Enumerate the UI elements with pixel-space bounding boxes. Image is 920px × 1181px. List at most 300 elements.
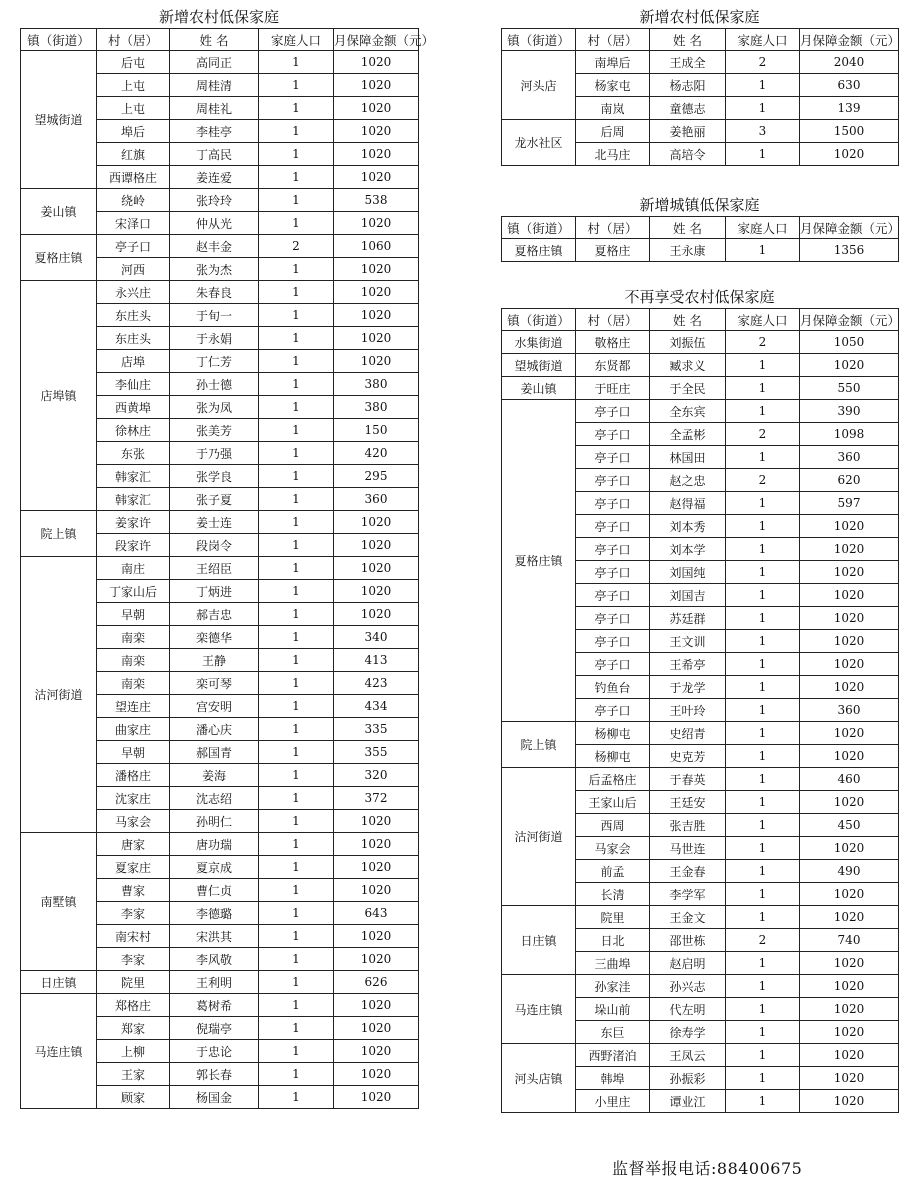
town-cell: 姜山镇 [502,377,576,400]
household-size-cell: 2 [259,235,334,258]
table-row [502,722,899,745]
monthly-amount-cell: 1020 [800,998,899,1021]
household-size-cell: 1 [726,584,800,607]
hotline-footer: 监督举报电话:88400675 [612,1159,803,1178]
new-rural-table-right [501,28,899,166]
header-village: 村（居） [576,29,650,51]
village-cell: 绕岭 [97,189,170,212]
monthly-amount-cell: 139 [800,97,899,120]
household-size-cell: 1 [726,998,800,1021]
monthly-amount-cell: 620 [800,469,899,492]
header-household-size: 家庭人口 [259,29,334,51]
name-cell: 于永娟 [170,327,259,350]
monthly-amount-cell: 340 [334,626,419,649]
name-cell: 苏廷群 [650,607,726,630]
monthly-amount-cell: 1020 [334,74,419,97]
village-cell: 三曲埠 [576,952,650,975]
village-cell: 院里 [97,971,170,994]
header-town: 镇（街道） [21,29,97,51]
name-cell: 刘国纯 [650,561,726,584]
name-cell: 王金文 [650,906,726,929]
name-cell: 马世连 [650,837,726,860]
name-cell: 郝吉忠 [170,603,259,626]
village-cell: 徐林庄 [97,419,170,442]
village-cell: 垛山前 [576,998,650,1021]
table-row [21,189,419,212]
town-cell: 南墅镇 [21,833,97,971]
household-size-cell: 1 [726,699,800,722]
household-size-cell: 1 [259,51,334,74]
monthly-amount-cell: 434 [334,695,419,718]
monthly-amount-cell: 1020 [800,745,899,768]
monthly-amount-cell: 380 [334,396,419,419]
monthly-amount-cell: 1020 [334,258,419,281]
monthly-amount-cell: 1020 [334,557,419,580]
monthly-amount-cell: 1020 [334,97,419,120]
monthly-amount-cell: 1020 [334,856,419,879]
village-cell: 南栾 [97,626,170,649]
household-size-cell: 1 [726,975,800,998]
household-size-cell: 3 [726,120,800,143]
name-cell: 张为杰 [170,258,259,281]
town-cell: 夏格庄镇 [502,239,576,262]
town-cell: 日庄镇 [502,906,576,975]
name-cell: 栾可琴 [170,672,259,695]
name-cell: 于龙学 [650,676,726,699]
monthly-amount-cell: 150 [334,419,419,442]
village-cell: 潘格庄 [97,764,170,787]
village-cell: 红旗 [97,143,170,166]
household-size-cell: 1 [259,994,334,1017]
village-cell: 上屯 [97,97,170,120]
household-size-cell: 1 [259,741,334,764]
name-cell: 郭长春 [170,1063,259,1086]
household-size-cell: 1 [259,672,334,695]
village-cell: 亭子口 [576,561,650,584]
header-village: 村（居） [576,217,650,239]
village-cell: 郑家 [97,1017,170,1040]
header-town: 镇（街道） [502,309,576,331]
town-cell: 望城街道 [21,51,97,189]
table-row [502,354,899,377]
household-size-cell: 1 [259,580,334,603]
household-size-cell: 1 [726,676,800,699]
household-size-cell: 1 [726,74,800,97]
name-cell: 于忠论 [170,1040,259,1063]
village-cell: 河西 [97,258,170,281]
monthly-amount-cell: 538 [334,189,419,212]
header-monthly-amount: 月保障金额（元） [800,29,899,51]
header-village: 村（居） [576,309,650,331]
name-cell: 张吉胜 [650,814,726,837]
name-cell: 王凤云 [650,1044,726,1067]
village-cell: 小里庄 [576,1090,650,1113]
village-cell: 丁家山后 [97,580,170,603]
monthly-amount-cell: 1020 [800,1090,899,1113]
monthly-amount-cell: 460 [800,768,899,791]
monthly-amount-cell: 1020 [334,304,419,327]
household-size-cell: 1 [726,1021,800,1044]
village-cell: 西野渚泊 [576,1044,650,1067]
header-monthly-amount: 月保障金额（元） [800,309,899,331]
household-size-cell: 1 [259,902,334,925]
village-cell: 早朝 [97,603,170,626]
name-cell: 张为凤 [170,396,259,419]
town-cell: 院上镇 [21,511,97,557]
monthly-amount-cell: 1020 [334,948,419,971]
monthly-amount-cell: 1020 [334,166,419,189]
household-size-cell: 1 [259,718,334,741]
village-cell: 马家会 [97,810,170,833]
name-cell: 姜海 [170,764,259,787]
household-size-cell: 1 [259,74,334,97]
village-cell: 后屯 [97,51,170,74]
name-cell: 李德璐 [170,902,259,925]
header-row [21,29,419,51]
name-cell: 王希亭 [650,653,726,676]
village-cell: 西黄埠 [97,396,170,419]
monthly-amount-cell: 1500 [800,120,899,143]
table-row [502,906,899,929]
name-cell: 潘心庆 [170,718,259,741]
monthly-amount-cell: 320 [334,764,419,787]
village-cell: 韩埠 [576,1067,650,1090]
town-cell: 望城街道 [502,354,576,377]
name-cell: 于春英 [650,768,726,791]
village-cell: 埠后 [97,120,170,143]
monthly-amount-cell: 740 [800,929,899,952]
monthly-amount-cell: 413 [334,649,419,672]
village-cell: 韩家汇 [97,465,170,488]
name-cell: 于全民 [650,377,726,400]
monthly-amount-cell: 1020 [334,1040,419,1063]
monthly-amount-cell: 630 [800,74,899,97]
table-row [502,400,899,423]
monthly-amount-cell: 360 [800,699,899,722]
name-cell: 张学良 [170,465,259,488]
village-cell: 夏家庄 [97,856,170,879]
household-size-cell: 1 [259,925,334,948]
monthly-amount-cell: 626 [334,971,419,994]
village-cell: 永兴庄 [97,281,170,304]
header-name: 姓 名 [170,29,259,51]
name-cell: 赵启明 [650,952,726,975]
household-size-cell: 1 [259,511,334,534]
name-cell: 代左明 [650,998,726,1021]
village-cell: 王家 [97,1063,170,1086]
monthly-amount-cell: 1020 [334,51,419,74]
village-cell: 于旺庄 [576,377,650,400]
village-cell: 唐家 [97,833,170,856]
monthly-amount-cell: 550 [800,377,899,400]
table-row [502,331,899,354]
monthly-amount-cell: 1020 [334,143,419,166]
name-cell: 丁仁芳 [170,350,259,373]
household-size-cell: 1 [259,304,334,327]
town-cell: 河头店镇 [502,1044,576,1113]
village-cell: 亭子口 [576,469,650,492]
monthly-amount-cell: 372 [334,787,419,810]
household-size-cell: 1 [726,377,800,400]
monthly-amount-cell: 597 [800,492,899,515]
monthly-amount-cell: 1020 [800,584,899,607]
header-name: 姓 名 [650,29,726,51]
village-cell: 长清 [576,883,650,906]
name-cell: 王永康 [650,239,726,262]
table-row [502,768,899,791]
household-size-cell: 1 [726,515,800,538]
monthly-amount-cell: 1020 [334,1017,419,1040]
table-row [502,1044,899,1067]
village-cell: 敬格庄 [576,331,650,354]
household-size-cell: 1 [726,952,800,975]
name-cell: 杨国金 [170,1086,259,1109]
household-size-cell: 1 [259,327,334,350]
town-cell: 店埠镇 [21,281,97,511]
monthly-amount-cell: 423 [334,672,419,695]
name-cell: 孙士德 [170,373,259,396]
monthly-amount-cell: 1020 [334,1063,419,1086]
name-cell: 曹仁贞 [170,879,259,902]
village-cell: 前孟 [576,860,650,883]
name-cell: 谭业江 [650,1090,726,1113]
monthly-amount-cell: 1020 [800,791,899,814]
monthly-amount-cell: 1020 [800,354,899,377]
table-row [502,51,899,74]
monthly-amount-cell: 1020 [800,906,899,929]
monthly-amount-cell: 1020 [334,327,419,350]
household-size-cell: 1 [726,400,800,423]
village-cell: 南栾 [97,649,170,672]
new-urban-table [501,216,899,262]
name-cell: 王利明 [170,971,259,994]
village-cell: 亭子口 [576,630,650,653]
household-size-cell: 1 [726,837,800,860]
household-size-cell: 1 [259,97,334,120]
name-cell: 张美芳 [170,419,259,442]
household-size-cell: 1 [259,534,334,557]
household-size-cell: 1 [259,350,334,373]
village-cell: 亭子口 [576,653,650,676]
household-size-cell: 1 [259,971,334,994]
village-cell: 杨柳屯 [576,745,650,768]
household-size-cell: 1 [259,143,334,166]
village-cell: 李仙庄 [97,373,170,396]
household-size-cell: 1 [259,810,334,833]
name-cell: 刘本秀 [650,515,726,538]
monthly-amount-cell: 1020 [334,281,419,304]
name-cell: 张子夏 [170,488,259,511]
household-size-cell: 1 [259,695,334,718]
name-cell: 郝国青 [170,741,259,764]
name-cell: 赵之忠 [650,469,726,492]
monthly-amount-cell: 1356 [800,239,899,262]
village-cell: 夏格庄 [576,239,650,262]
table-row [21,971,419,994]
name-cell: 李桂亭 [170,120,259,143]
household-size-cell: 1 [726,446,800,469]
town-cell: 龙水社区 [502,120,576,166]
name-cell: 周桂礼 [170,97,259,120]
table-row [502,975,899,998]
household-size-cell: 1 [259,166,334,189]
name-cell: 丁炳进 [170,580,259,603]
name-cell: 全东宾 [650,400,726,423]
household-size-cell: 2 [726,51,800,74]
table-row [21,511,419,534]
header-town: 镇（街道） [502,217,576,239]
village-cell: 杨家屯 [576,74,650,97]
town-cell: 水集街道 [502,331,576,354]
monthly-amount-cell: 1020 [334,603,419,626]
new-rural-table-left [20,28,435,1109]
village-cell: 南庄 [97,557,170,580]
monthly-amount-cell: 1020 [800,538,899,561]
header-name: 姓 名 [650,309,726,331]
monthly-amount-cell: 1020 [334,212,419,235]
village-cell: 店埠 [97,350,170,373]
right-table-title-rural-new: 新增农村低保家庭 [639,8,760,26]
monthly-amount-cell: 1020 [800,883,899,906]
village-cell: 南栾 [97,672,170,695]
household-size-cell: 1 [726,814,800,837]
monthly-amount-cell: 1020 [334,833,419,856]
town-cell: 日庄镇 [21,971,97,994]
village-cell: 亭子口 [576,400,650,423]
household-size-cell: 1 [726,906,800,929]
household-size-cell: 1 [726,143,800,166]
monthly-amount-cell: 1020 [800,143,899,166]
household-size-cell: 1 [259,189,334,212]
name-cell: 赵得福 [650,492,726,515]
village-cell: 后周 [576,120,650,143]
village-cell: 李家 [97,948,170,971]
monthly-amount-cell: 360 [800,446,899,469]
town-cell: 沽河街道 [21,557,97,833]
household-size-cell: 1 [259,442,334,465]
name-cell: 高培令 [650,143,726,166]
monthly-amount-cell: 1020 [334,120,419,143]
village-cell: 上屯 [97,74,170,97]
name-cell: 唐功瑞 [170,833,259,856]
name-cell: 于旬一 [170,304,259,327]
village-cell: 马家会 [576,837,650,860]
table-row [21,994,419,1017]
monthly-amount-cell: 1020 [800,653,899,676]
household-size-cell: 2 [726,929,800,952]
household-size-cell: 1 [259,373,334,396]
monthly-amount-cell: 1098 [800,423,899,446]
household-size-cell: 1 [726,561,800,584]
household-size-cell: 2 [726,469,800,492]
name-cell: 杨志阳 [650,74,726,97]
table-row [21,281,419,304]
village-cell: 院里 [576,906,650,929]
household-size-cell: 1 [259,856,334,879]
name-cell: 孙振彩 [650,1067,726,1090]
town-cell: 马连庄镇 [21,994,97,1109]
household-size-cell: 1 [259,879,334,902]
household-size-cell: 1 [259,1086,334,1109]
town-cell: 姜山镇 [21,189,97,235]
town-cell: 沽河街道 [502,768,576,906]
monthly-amount-cell: 1020 [800,676,899,699]
monthly-amount-cell: 1020 [800,952,899,975]
village-cell: 亭子口 [576,699,650,722]
monthly-amount-cell: 1020 [334,534,419,557]
village-cell: 沈家庄 [97,787,170,810]
household-size-cell: 1 [726,1044,800,1067]
household-size-cell: 1 [259,948,334,971]
name-cell: 王叶玲 [650,699,726,722]
removed-rural-table [501,308,899,1113]
name-cell: 于乃强 [170,442,259,465]
household-size-cell: 1 [726,97,800,120]
household-size-cell: 1 [259,649,334,672]
village-cell: 宋泽口 [97,212,170,235]
village-cell: 东庄头 [97,327,170,350]
header-village: 村（居） [97,29,170,51]
monthly-amount-cell: 1020 [800,607,899,630]
monthly-amount-cell: 1020 [334,511,419,534]
village-cell: 韩家汇 [97,488,170,511]
table-row [21,235,419,258]
header-monthly-amount: 月保障金额（元） [800,217,899,239]
name-cell: 王成全 [650,51,726,74]
village-cell: 西谭格庄 [97,166,170,189]
village-cell: 亭子口 [576,423,650,446]
monthly-amount-cell: 335 [334,718,419,741]
household-size-cell: 1 [259,212,334,235]
village-cell: 上柳 [97,1040,170,1063]
name-cell: 孙兴志 [650,975,726,998]
household-size-cell: 1 [259,1040,334,1063]
village-cell: 东庄头 [97,304,170,327]
village-cell: 南宋村 [97,925,170,948]
name-cell: 童德志 [650,97,726,120]
name-cell: 孙明仁 [170,810,259,833]
village-cell: 杨柳屯 [576,722,650,745]
left-table-title: 新增农村低保家庭 [158,8,279,26]
table-row [502,120,899,143]
name-cell: 全孟彬 [650,423,726,446]
name-cell: 宋洪其 [170,925,259,948]
monthly-amount-cell: 1020 [800,1021,899,1044]
name-cell: 刘国吉 [650,584,726,607]
monthly-amount-cell: 1020 [334,925,419,948]
monthly-amount-cell: 420 [334,442,419,465]
name-cell: 王静 [170,649,259,672]
village-cell: 郑格庄 [97,994,170,1017]
name-cell: 姜连爱 [170,166,259,189]
household-size-cell: 1 [259,557,334,580]
name-cell: 夏京成 [170,856,259,879]
monthly-amount-cell: 2040 [800,51,899,74]
village-cell: 西周 [576,814,650,837]
monthly-amount-cell: 1020 [334,1086,419,1109]
name-cell: 李风敬 [170,948,259,971]
table-row [502,377,899,400]
household-size-cell: 1 [726,768,800,791]
household-size-cell: 1 [726,860,800,883]
town-cell: 河头店 [502,51,576,120]
household-size-cell: 1 [726,630,800,653]
village-cell: 王家山后 [576,791,650,814]
household-size-cell: 1 [726,239,800,262]
household-size-cell: 1 [259,764,334,787]
monthly-amount-cell: 380 [334,373,419,396]
village-cell: 亭子口 [97,235,170,258]
